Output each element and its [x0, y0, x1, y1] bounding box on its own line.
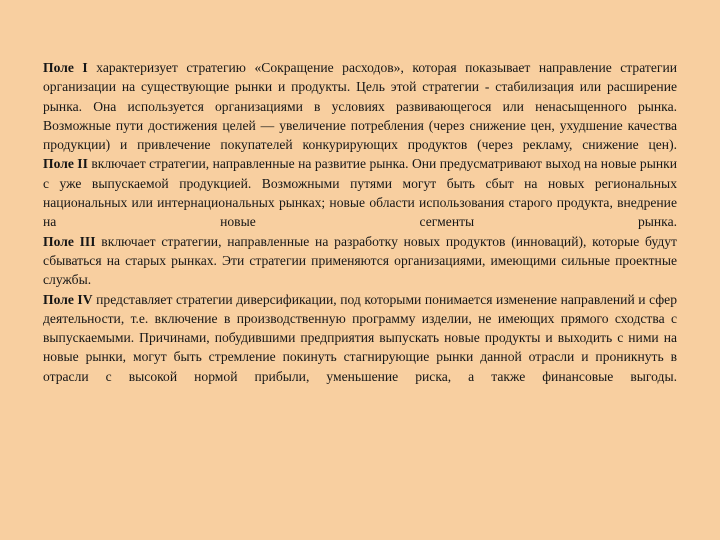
- field-1-text: характеризует стратегию «Сокращение расходов», которая показывает направление стратегии организации на существующие рынки и продукты. Цель этой стратегии - стабилизация или расширение рынка. Она используется организациями в условиях развивающегося или ненасыщенного рынка. Возможные пути достижения целей — увеличение потребления (через снижение цен, ухудшение качества продукции) и привлечение покупателей конкурирующих продуктов (через рекламу, снижение цен).: [43, 60, 677, 153]
- field-4-text: представляет стратегии диверсификации, под которыми понимается изменение направлений и сфер деятельности, т.е. включение в производственную программу изделии, не имеющих прямого сходства с выпускаемыми. Причинами, побудившими предприятия выпускать новые продукты и выходить с ними на новые рынки, могут быть стремление покинуть стагнирующие рынки данной отрасли и проникнуть в отрасли с высокой нормой прибыли, уменьшение риска, а также финансовые выгоды.: [43, 291, 678, 384]
- field-1-paragraph: [43, 58, 677, 154]
- body-text: [43, 58, 677, 386]
- field-3-text: включает стратегии, направленные на разработку новых продуктов (инноваций), которые будут сбываться на старых рынках. Эти стратегии применяются организациями, имеющими сильные проектные службы.: [43, 233, 677, 288]
- field-2-label: Поле II: [43, 156, 88, 172]
- field-3-label: Поле III: [43, 233, 96, 249]
- field-1-label: Поле I: [43, 60, 88, 75]
- field-4-paragraph: [43, 290, 677, 386]
- field-2-text: включает стратегии, направленные на развитие рынка. Они предусматривают выход на новые рынки с уже выпускаемой продукцией. Возможными путями могут быть сбыт на новых региональных национальных или интернациональных рынках; новые области использования старого продукта, внедрение на новые сегменты рынка.: [43, 156, 677, 230]
- field-4-label: Поле IV: [43, 291, 93, 307]
- field-3-paragraph: [43, 232, 677, 290]
- field-2-paragraph: [43, 154, 677, 231]
